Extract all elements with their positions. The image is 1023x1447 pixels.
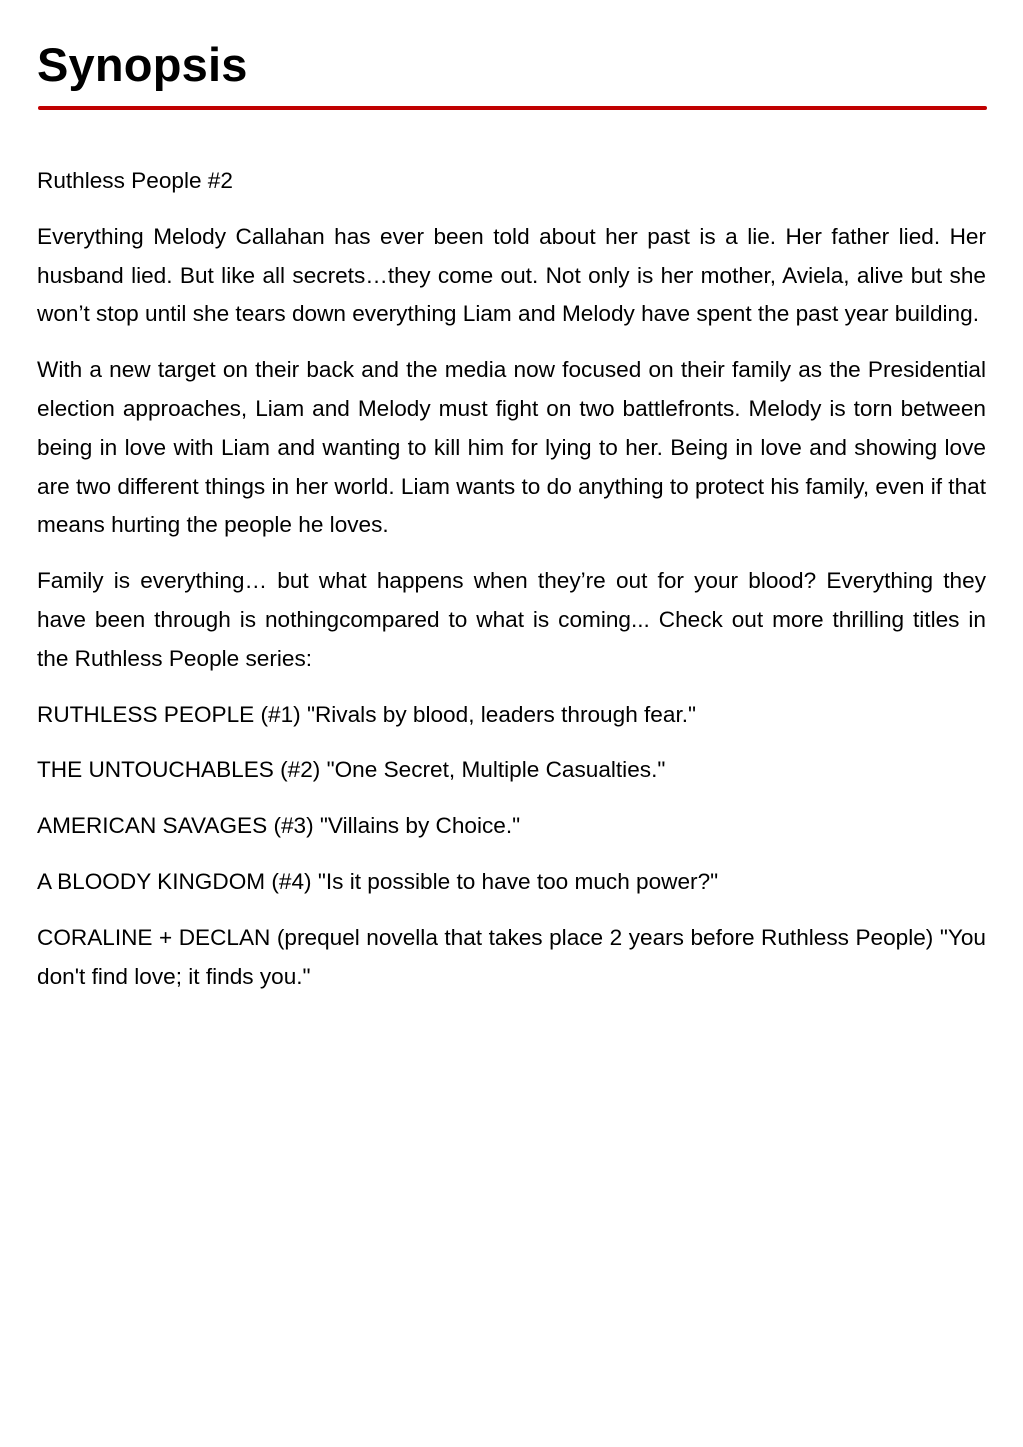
series-title-entry: CORALINE + DECLAN (prequel novella that takes place 2 years before Ruthless People) "You don't find love; it finds you." bbox=[37, 924, 986, 989]
series-title-entry: A BLOODY KINGDOM (#4) "Is it possible to have too much power?" bbox=[37, 868, 719, 894]
series-subtitle: Ruthless People #2 bbox=[37, 168, 233, 193]
page-title: Synopsis bbox=[37, 38, 248, 91]
synopsis-paragraph: Family is everything… but what happens when they’re out for your blood? Everything they have been through is nothingcompared to what is coming... Check out more thrilling titles in the Ruthless People series: bbox=[37, 568, 986, 671]
series-title-entry: RUTHLESS PEOPLE (#1) "Rivals by blood, leaders through fear." bbox=[37, 701, 697, 727]
synopsis-paragraph: Everything Melody Callahan has ever been told about her past is a lie. Her father lied. Her husband lied. But like all secrets…they come out. Not only is her mother, Aviela, alive but she won’t stop until she tears down everything Liam and Melody have spent the past year building. bbox=[37, 223, 986, 327]
synopsis-paragraph: With a new target on their back and the media now focused on their family as the Presidential election approaches, Liam and Melody must fight on two battlefronts. Melody is torn between being in love with Liam and wanting to kill him for lying to her. Being in love and showing love are two different things in her world. Liam wants to do anything to protect his family, even if that means hurting the people he loves. bbox=[37, 357, 986, 538]
title-underline-divider bbox=[38, 106, 987, 110]
synopsis-body bbox=[37, 162, 986, 1013]
series-title-entry: THE UNTOUCHABLES (#2) "One Secret, Multiple Casualties." bbox=[37, 757, 666, 783]
series-title-entry: AMERICAN SAVAGES (#3) "Villains by Choice." bbox=[37, 813, 521, 839]
